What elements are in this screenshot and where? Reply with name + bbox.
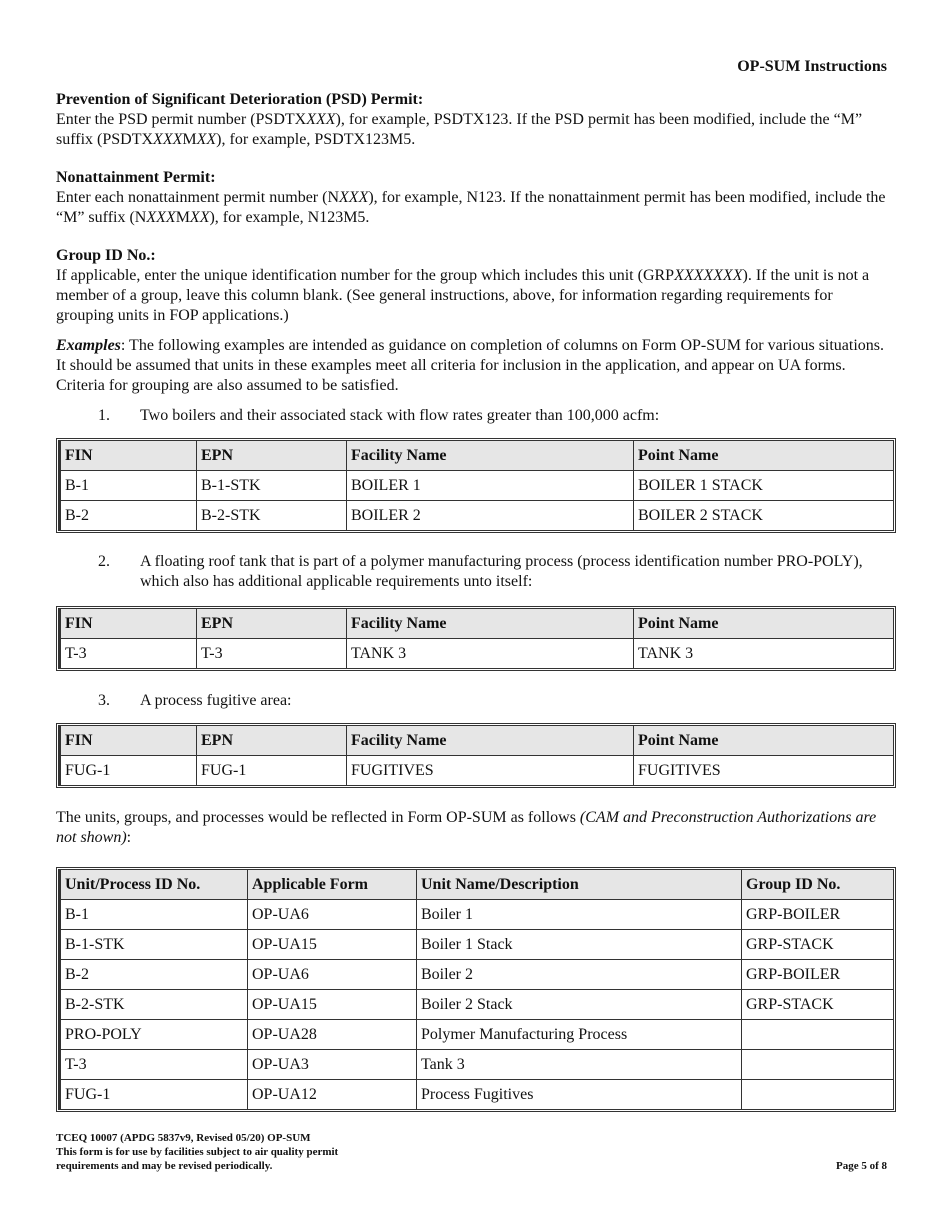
column-header: FIN (59, 441, 197, 471)
table-cell: Boiler 1 Stack (417, 930, 742, 960)
table-header-row (59, 609, 893, 639)
examples-paragraph: Examples: The following examples are intended as guidance on completion of columns on Form OP-SUM for various situations. It should be assumed that units in these examples meet all criteria for inclusion in the application, and appear on UA forms. Criteria for grouping are also assumed to be satisfied. (56, 337, 885, 394)
example-1-description: 1. Two boilers and their associated stack with flow rates greater than 100,000 acfm: (98, 407, 660, 424)
group-id-instructions: If applicable, enter the unique identification number for the group which includes this unit (GRPXXXXXXX). If the unit is not a member of a group, leave this column blank. (See general instructions, above, for information regarding requirements for grouping units in FOP applications.) (56, 267, 870, 324)
table-cell: GRP-STACK (742, 930, 893, 960)
group-id-section-title: Group ID No.: (56, 247, 156, 264)
column-header: Facility Name (347, 441, 634, 471)
table-cell: FUGITIVES (638, 761, 721, 779)
table-cell (742, 1050, 893, 1080)
table-cell: OP-UA6 (248, 960, 417, 990)
table-cell: T-3 (197, 639, 347, 668)
table-cell: BOILER 1 (347, 471, 634, 501)
table-cell: OP-UA12 (248, 1080, 417, 1109)
table-row (59, 756, 893, 785)
column-header: Point Name (634, 726, 893, 756)
table-header-row (59, 441, 893, 471)
table-cell: Polymer Manufacturing Process (417, 1020, 742, 1050)
table-cell: T-3 (59, 1050, 248, 1080)
page-header-title: OP-SUM Instructions (737, 58, 887, 75)
table-cell: GRP-BOILER (742, 960, 893, 990)
table-cell: Boiler 1 (417, 900, 742, 930)
column-header: Unit/Process ID No. (59, 870, 248, 900)
column-header: FIN (59, 726, 197, 756)
table-cell: B-1-STK (59, 930, 248, 960)
table-cell: Process Fugitives (417, 1080, 742, 1109)
table-cell: B-1 (59, 900, 248, 930)
table-cell (742, 1080, 893, 1109)
table-cell: FUG-1 (197, 756, 347, 785)
form-footer (56, 1131, 338, 1173)
footer-form-id: TCEQ 10007 (APDG 5837v9, Revised 05/20) OP-SUM (56, 1132, 311, 1144)
table-cell: GRP-BOILER (742, 900, 893, 930)
column-header: Facility Name (347, 726, 634, 756)
table-row (59, 1050, 893, 1080)
table-row (59, 501, 893, 530)
nonattainment-instructions: Enter each nonattainment permit number (NXXX), for example, N123. If the nonattainment permit has been modified, include the “M” suffix (NXXXMXX), for example, N123M5. (56, 189, 886, 226)
column-header: Facility Name (347, 609, 634, 639)
table-cell: FUGITIVES (347, 756, 634, 785)
table-cell: B-1 (59, 471, 197, 501)
table-cell: B-2 (59, 960, 248, 990)
table-row (59, 1020, 893, 1050)
table-cell: B-2-STK (197, 501, 347, 530)
page-number: Page 5 of 8 (835, 1160, 887, 1172)
column-header: Unit Name/Description (417, 870, 742, 900)
table-cell: T-3 (59, 639, 197, 668)
table-cell: PRO-POLY (59, 1020, 248, 1050)
table-cell: B-2 (59, 501, 197, 530)
table-cell: OP-UA3 (248, 1050, 417, 1080)
table-row (59, 900, 893, 930)
table-cell: OP-UA28 (248, 1020, 417, 1050)
table-header-row (59, 870, 893, 900)
table-cell: BOILER 1 STACK (634, 471, 893, 501)
table-cell: FUG-1 (59, 1080, 248, 1109)
table-row (59, 960, 893, 990)
table-cell: OP-UA15 (248, 990, 417, 1020)
table-row (59, 930, 893, 960)
column-header: EPN (197, 726, 347, 756)
table-cell: BOILER 2 STACK (638, 506, 763, 524)
table-cell: B-1-STK (197, 471, 347, 501)
table-cell: Boiler 2 (417, 960, 742, 990)
table-cell: TANK 3 (347, 639, 634, 668)
example-2-table (56, 606, 896, 671)
table-cell: GRP-STACK (742, 990, 893, 1020)
psd-instructions: Enter the PSD permit number (PSDTXXXX), for example, PSDTX123. If the PSD permit has been modified, include the “M” suffix (PSDTXXXXMXX), for example, PSDTX123M5. (56, 111, 863, 148)
table-cell: FUG-1 (59, 756, 197, 785)
table-cell: Boiler 2 Stack (417, 990, 742, 1020)
example-1-table (56, 438, 896, 533)
table-row (59, 1080, 893, 1109)
column-header: Group ID No. (742, 870, 893, 900)
column-header: FIN (59, 609, 197, 639)
table-cell: Tank 3 (417, 1050, 742, 1080)
table-row (59, 639, 893, 668)
column-header: Point Name (634, 609, 893, 639)
table-row (59, 471, 893, 501)
example-3-description: 3. A process fugitive area: (98, 692, 292, 709)
table-cell: BOILER 2 (347, 501, 634, 530)
table-header-row (59, 726, 893, 756)
table-cell: TANK 3 (638, 644, 694, 662)
example-3-table (56, 723, 896, 788)
footer-notice-line-2: requirements and may be revised periodically. (56, 1160, 273, 1172)
document-body (56, 90, 890, 1112)
table-cell: OP-UA15 (248, 930, 417, 960)
table-cell: B-2-STK (59, 990, 248, 1020)
nonattainment-section-title: Nonattainment Permit: (56, 169, 216, 186)
table-row (59, 990, 893, 1020)
op-sum-summary-table (56, 867, 896, 1112)
column-header: Point Name (634, 441, 893, 471)
column-header: EPN (197, 441, 347, 471)
column-header: EPN (197, 609, 347, 639)
table-cell: OP-UA6 (248, 900, 417, 930)
psd-section-title: Prevention of Significant Deterioration (PSD) Permit: (56, 91, 424, 108)
summary-intro: The units, groups, and processes would be reflected in Form OP-SUM as follows (CAM and Preconstruction Authorizations are not shown): (56, 809, 877, 846)
column-header: Applicable Form (248, 870, 417, 900)
footer-notice-line-1: This form is for use by facilities subject to air quality permit (56, 1146, 339, 1158)
example-2-description: 2. A floating roof tank that is part of a polymer manufacturing process (process identification number PRO-POLY), which also has additional applicable requirements unto itself: (98, 553, 863, 590)
table-cell (742, 1020, 893, 1050)
